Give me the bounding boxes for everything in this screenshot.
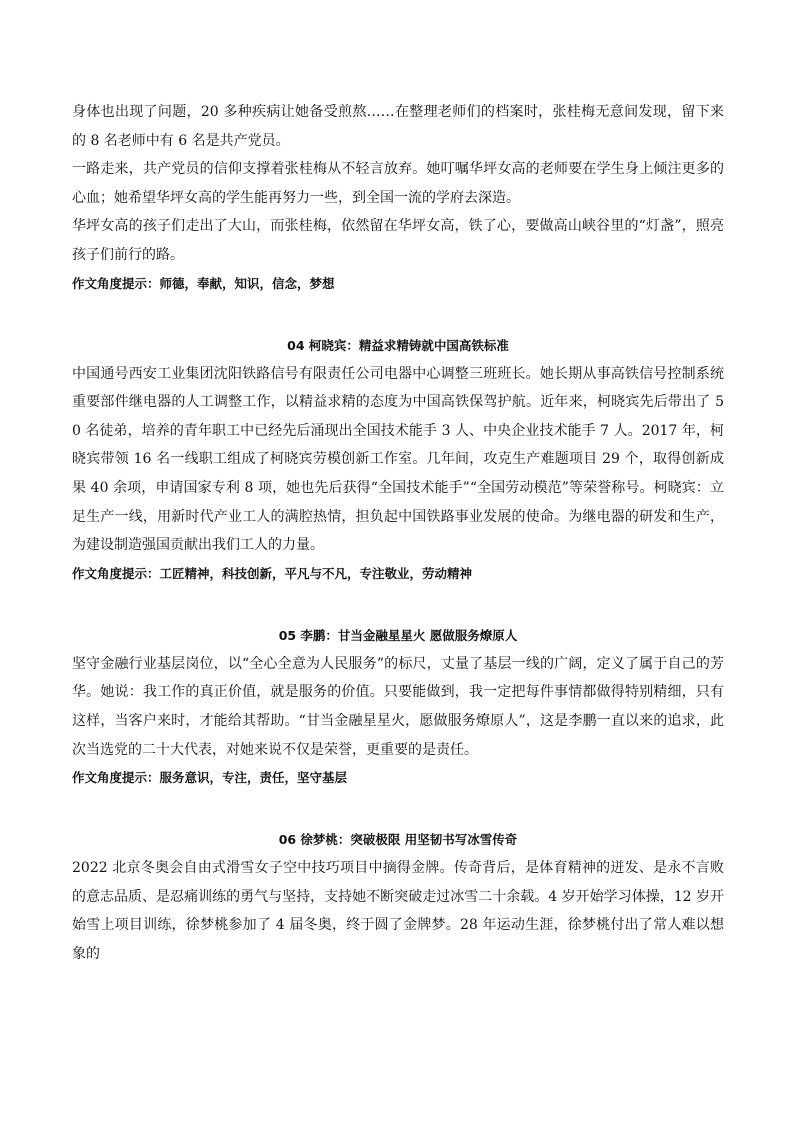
body-paragraph: 身体也出现了问题，20 多种疾病让她备受煎熬……在整理老师们的档案时，张桂梅无意间发现，留下来的 8 名老师中有 6 名是共产党员。 bbox=[72, 104, 724, 149]
hint-keywords: 工匠精神，科技创新，平凡与不凡，专注敬业，劳动精神 bbox=[159, 565, 473, 581]
body-paragraph: 中国通号西安工业集团沈阳铁路信号有限责任公司电器中心调整三班班长。她长期从事高铁信号控制系统重要部件继电器的人工调整工作，以精益求精的态度为中国高铁保驾护航。近年来，柯晓宾先后带出了 50 名徒弟，培养的青年职工中已经先后涌现出全国技术能手 3 人、中央企业技术能手 7 人。2017 年，柯晓宾带领 16 名一线职工组成了柯晓宾劳模创新工作室。几年间，攻克生产难题项目 29 个，取得创新成果 40 余项，申请国家专利 8 项，她也先后获得“全国技术能手”“全国劳动模范”等荣誉称号。柯晓宾：立足生产一线，用新时代产业工人的满腔热情，担负起中国铁路事业发展的使命。为继电器的研发和生产，为建设制造强国贡献出我们工人的力量。 bbox=[72, 365, 724, 554]
writing-angle-hint bbox=[72, 560, 724, 588]
body-paragraph: 一路走来，共产党员的信仰支撑着张桂梅从不轻言放弃。她叮嘱华坪女高的老师要在学生身上倾注更多的心血；她希望华坪女高的学生能再努力一些，到全国一流的学府去深造。 bbox=[72, 161, 724, 206]
section-title: 06 徐梦桃：突破极限 用坚韧书写冰雪传奇 bbox=[278, 832, 518, 848]
body-paragraph: 2022 北京冬奥会自由式滑雪女子空中技巧项目中摘得金牌。传奇背后，是体育精神的迸发、是永不言败的意志品质、是忍痛训练的勇气与坚持，支持她不断突破走过冰雪二十余载。4 岁开始学习体操，12 岁开始雪上项目训练，徐梦桃参加了 4 届冬奥，终于圆了金牌梦。28 年运动生涯，徐梦桃付出了常人难以想象的 bbox=[72, 860, 724, 962]
hint-label: 作文角度提示： bbox=[72, 565, 160, 581]
section-06 bbox=[72, 826, 724, 968]
document-body bbox=[72, 98, 724, 968]
section-title: 05 李鹏：甘当金融星星火 愿做服务燎原人 bbox=[278, 627, 518, 643]
hint-keywords: 师德，奉献，知识，信念，梦想 bbox=[159, 275, 335, 291]
section-03 bbox=[72, 98, 724, 298]
section-04 bbox=[72, 332, 724, 588]
section-05 bbox=[72, 622, 724, 792]
body-paragraph: 华坪女高的孩子们走出了大山，而张桂梅，依然留在华坪女高，铁了心，要做高山峡谷里的“灯盏”，照亮孩子们前行的路。 bbox=[72, 218, 724, 263]
writing-angle-hint bbox=[72, 270, 724, 298]
hint-keywords: 服务意识，专注，责任，坚守基层 bbox=[159, 770, 348, 786]
body-paragraph: 坚守金融行业基层岗位，以“全心全意为人民服务”的标尺，丈量了基层一线的广阔，定义了属于自己的芳华。她说：我工作的真正价值，就是服务的价值。只要能做到，我一定把每件事情都做得特别精细，只有这样，当客户来时，才能给其帮助。“甘当金融星星火，愿做服务燎原人”，这是李鹏一直以来的追求，此次当选党的二十大代表，对她来说不仅是荣誉，更重要的是责任。 bbox=[72, 655, 724, 758]
hint-label: 作文角度提示： bbox=[72, 770, 160, 786]
section-title: 04 柯晓宾：精益求精铸就中国高铁标准 bbox=[287, 337, 509, 353]
hint-label: 作文角度提示： bbox=[72, 275, 160, 291]
writing-angle-hint bbox=[72, 764, 724, 792]
